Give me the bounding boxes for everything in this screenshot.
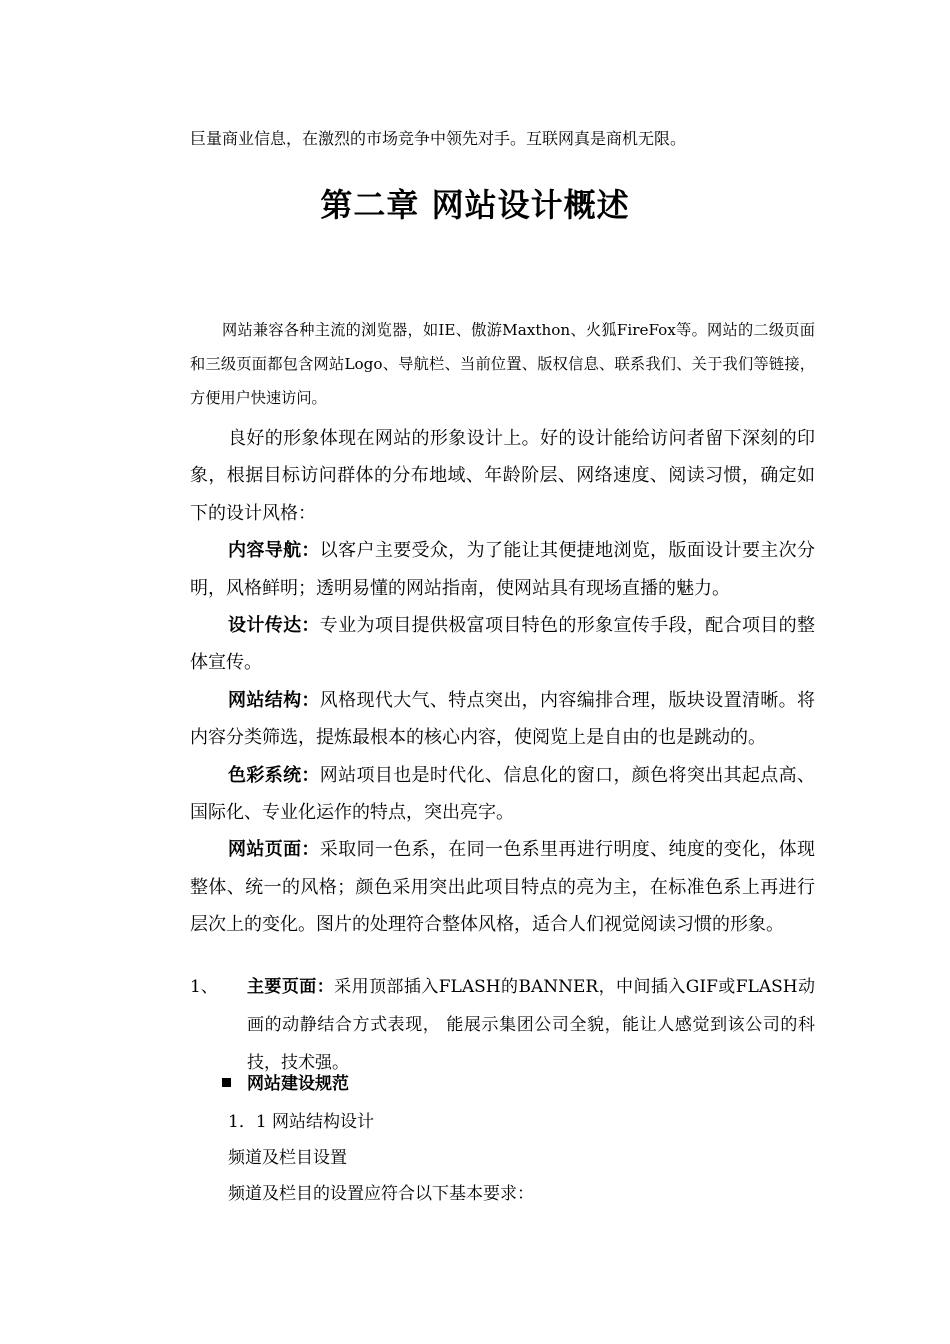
section-lead: 网站页面： (228, 839, 320, 861)
intro-line: 巨量商业信息，在激烈的市场竞争中领先对手。互联网真是商机无限。 (190, 129, 687, 148)
section-text: 风格现代大气、特点突出，内容编排合理，版块设置清晰。将内容分类筛选，提炼最根本的核心内容，使阅览上是自由的也是跳动的。 (190, 689, 816, 749)
section-lead: 设计传达： (228, 615, 320, 637)
compat-paragraph: 网站兼容各种主流的浏览器，如IE、傲游Maxthon、火狐FireFox等。网站的二级页面和三级页面都包含网站Logo、导航栏、当前位置、版权信息、联系我们、关于我们等链接，方便用户快速访问。 (190, 321, 815, 407)
subheading: 频道及栏目设置 (228, 1148, 347, 1168)
section-page (190, 831, 815, 943)
square-bullet-icon (222, 1078, 231, 1087)
body-block (190, 420, 815, 944)
section-text: 专业为项目提供极富项目特色的形象宣传手段，配合项目的整体宣传。 (190, 615, 816, 674)
requirement-line: 频道及栏目的设置应符合以下基本要求： (228, 1184, 534, 1204)
item-number: 1、 (190, 977, 218, 997)
section-design (190, 607, 815, 682)
item-text (247, 968, 815, 1082)
section-color (190, 757, 815, 832)
section-lead: 内容导航： (228, 540, 320, 562)
style-paragraph: 良好的形象体现在网站的形象设计上。好的设计能给访问者留下深刻的印象，根据目标访问群体的分布地域、年龄阶层、网络速度、阅读习惯，确定如下的设计风格： (190, 428, 815, 524)
bullet-heading-text: 网站建设规范 (247, 1074, 349, 1094)
item-lead: 主要页面： (247, 977, 335, 997)
section-lead: 网站结构： (228, 689, 320, 711)
section-lead: 色彩系统： (228, 764, 320, 786)
item-body: 采用顶部插入FLASH的BANNER，中间插入GIF或FLASH动画的动静结合方式表现， 能展示集团公司全貌，能让人感觉到该公司的科技，技术强。 (247, 977, 816, 1073)
numbered-item (190, 968, 815, 1082)
section-text: 采取同一色系，在同一色系里再进行明度、纯度的变化，体现整体、统一的风格；颜色采用突出此项目特点的亮为主，在标准色系上再进行层次上的变化。图片的处理符合整体风格，适合人们视觉阅读习惯的形象。 (190, 839, 816, 936)
bullet-heading (222, 1069, 349, 1099)
section-text: 网站项目也是时代化、信息化的窗口，颜色将突出其起点高、国际化、专业化运作的特点，突出亮字。 (190, 764, 816, 824)
subsection-number: 1．1 网站结构设计 (228, 1112, 375, 1132)
section-structure (190, 682, 815, 757)
chapter-title: 第二章 网站设计概述 (320, 186, 630, 224)
section-text: 以客户主要受众，为了能让其便捷地浏览，版面设计要主次分明，风格鲜明；透明易懂的网站指南，使网站具有现场直播的魅力。 (190, 540, 816, 599)
section-content-nav (190, 532, 815, 607)
